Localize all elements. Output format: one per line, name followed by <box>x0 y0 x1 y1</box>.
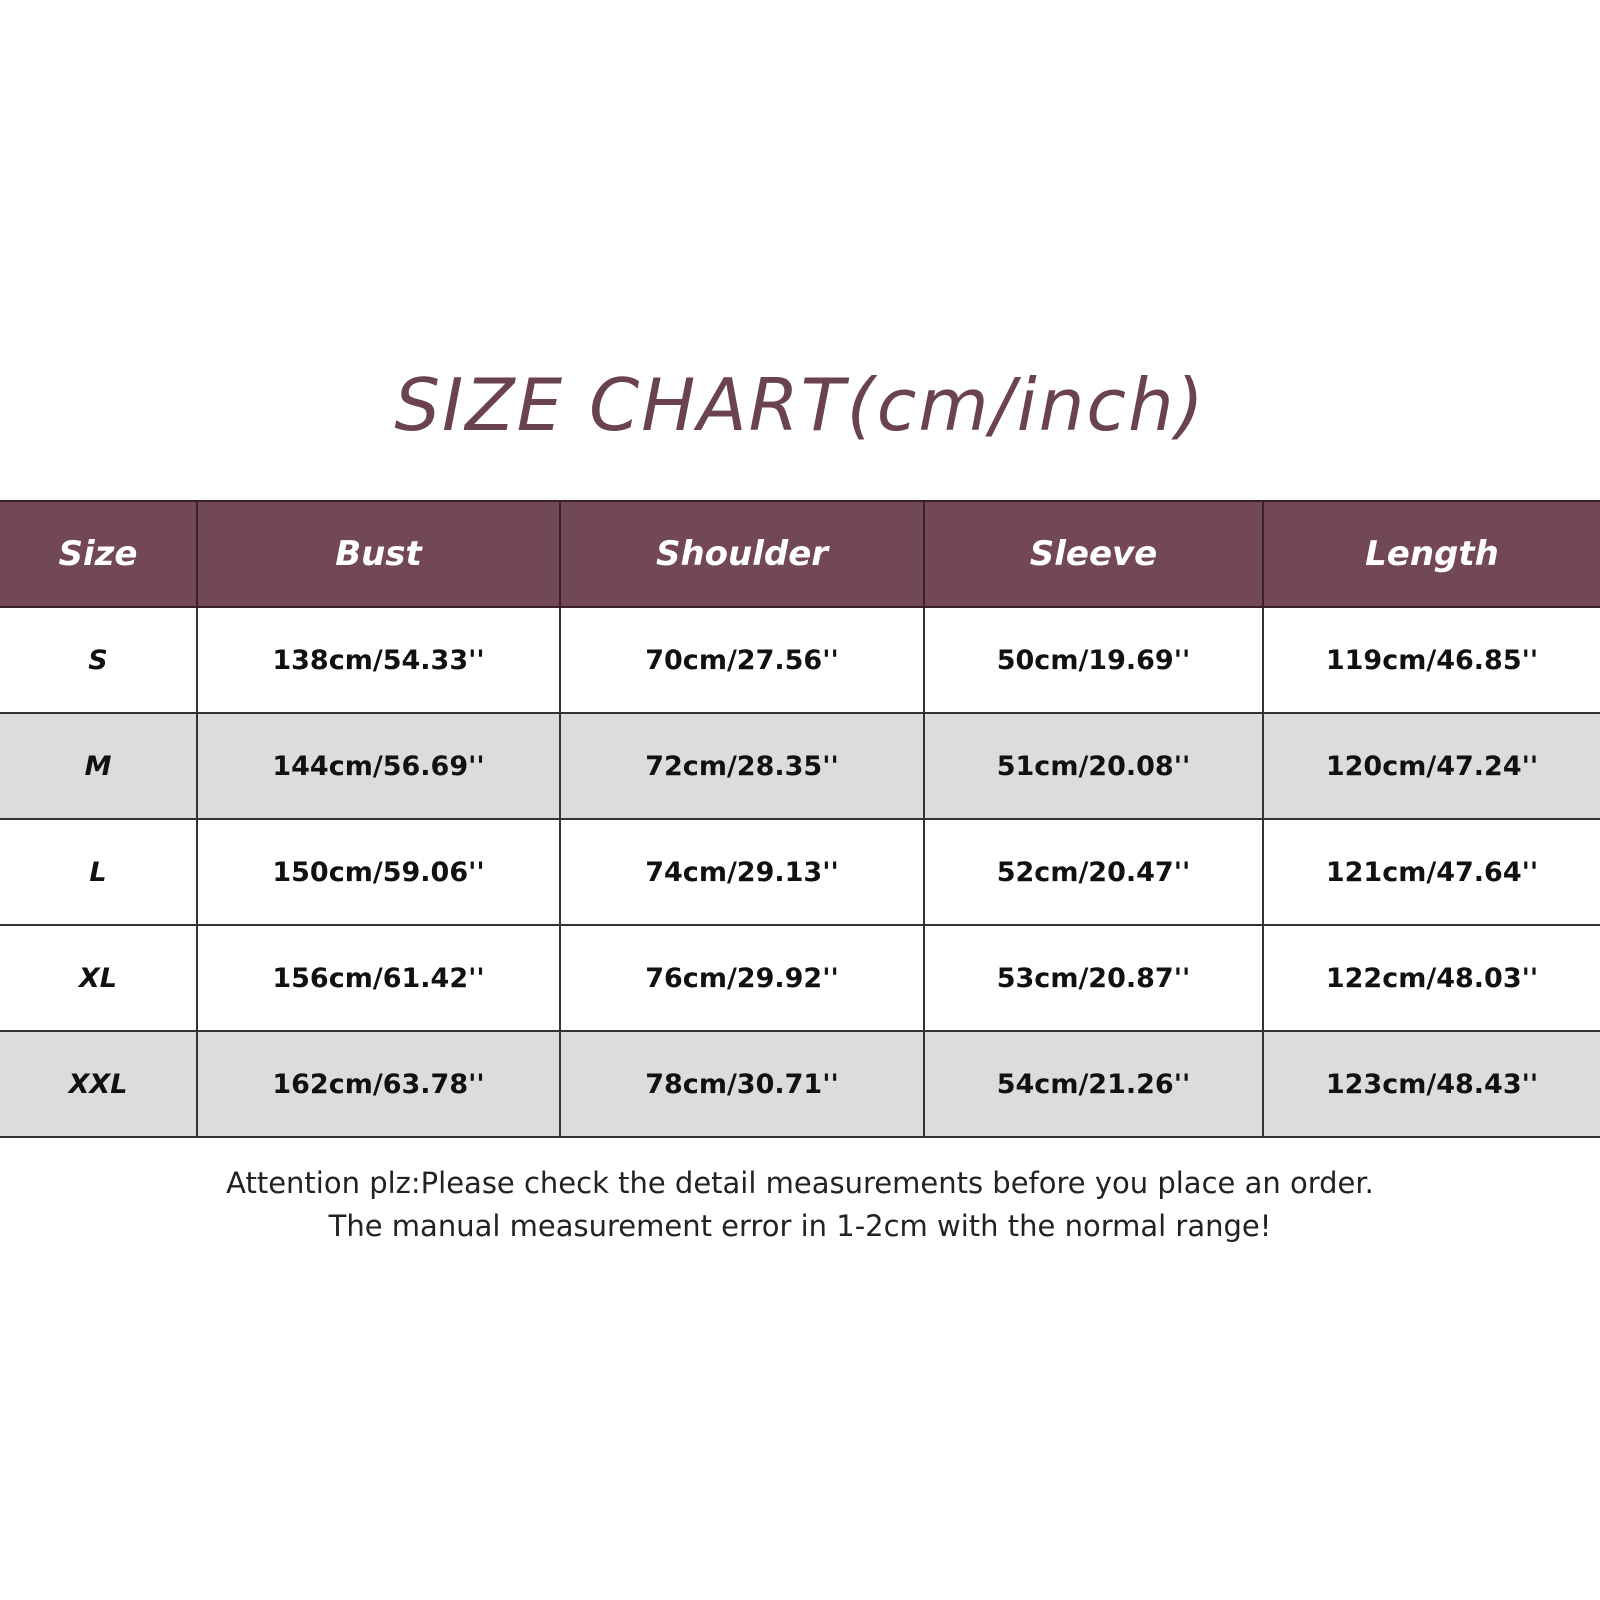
cell-length: 121cm/47.64'' <box>1263 819 1600 925</box>
page-title: SIZE CHART(cm/inch) <box>394 363 1206 447</box>
cell-size: XXL <box>0 1031 197 1137</box>
cell-sleeve: 50cm/19.69'' <box>924 607 1263 713</box>
cell-shoulder: 78cm/30.71'' <box>560 1031 924 1137</box>
cell-sleeve: 51cm/20.08'' <box>924 713 1263 819</box>
cell-sleeve: 52cm/20.47'' <box>924 819 1263 925</box>
cell-bust: 138cm/54.33'' <box>197 607 560 713</box>
cell-length: 120cm/47.24'' <box>1263 713 1600 819</box>
cell-length: 122cm/48.03'' <box>1263 925 1600 1031</box>
table-row <box>0 925 1600 1031</box>
cell-bust: 156cm/61.42'' <box>197 925 560 1031</box>
cell-size: M <box>0 713 197 819</box>
cell-size: S <box>0 607 197 713</box>
note-line-1: Attention plz:Please check the detail measurements before you place an order. <box>226 1166 1374 1200</box>
header-size: Size <box>0 501 197 607</box>
cell-shoulder: 74cm/29.13'' <box>560 819 924 925</box>
cell-sleeve: 54cm/21.26'' <box>924 1031 1263 1137</box>
header-length: Length <box>1263 501 1600 607</box>
cell-length: 123cm/48.43'' <box>1263 1031 1600 1137</box>
cell-bust: 150cm/59.06'' <box>197 819 560 925</box>
cell-shoulder: 70cm/27.56'' <box>560 607 924 713</box>
table-row <box>0 713 1600 819</box>
table-row <box>0 607 1600 713</box>
size-table <box>0 500 1600 1138</box>
cell-bust: 162cm/63.78'' <box>197 1031 560 1137</box>
table-row <box>0 819 1600 925</box>
cell-shoulder: 76cm/29.92'' <box>560 925 924 1031</box>
header-sleeve: Sleeve <box>924 501 1263 607</box>
header-shoulder: Shoulder <box>560 501 924 607</box>
cell-bust: 144cm/56.69'' <box>197 713 560 819</box>
attention-note <box>0 1162 1600 1248</box>
table-row <box>0 1031 1600 1137</box>
cell-size: XL <box>0 925 197 1031</box>
cell-length: 119cm/46.85'' <box>1263 607 1600 713</box>
cell-size: L <box>0 819 197 925</box>
cell-shoulder: 72cm/28.35'' <box>560 713 924 819</box>
table-header-row <box>0 501 1600 607</box>
note-line-2: The manual measurement error in 1-2cm with the normal range! <box>328 1209 1272 1243</box>
header-bust: Bust <box>197 501 560 607</box>
cell-sleeve: 53cm/20.87'' <box>924 925 1263 1031</box>
